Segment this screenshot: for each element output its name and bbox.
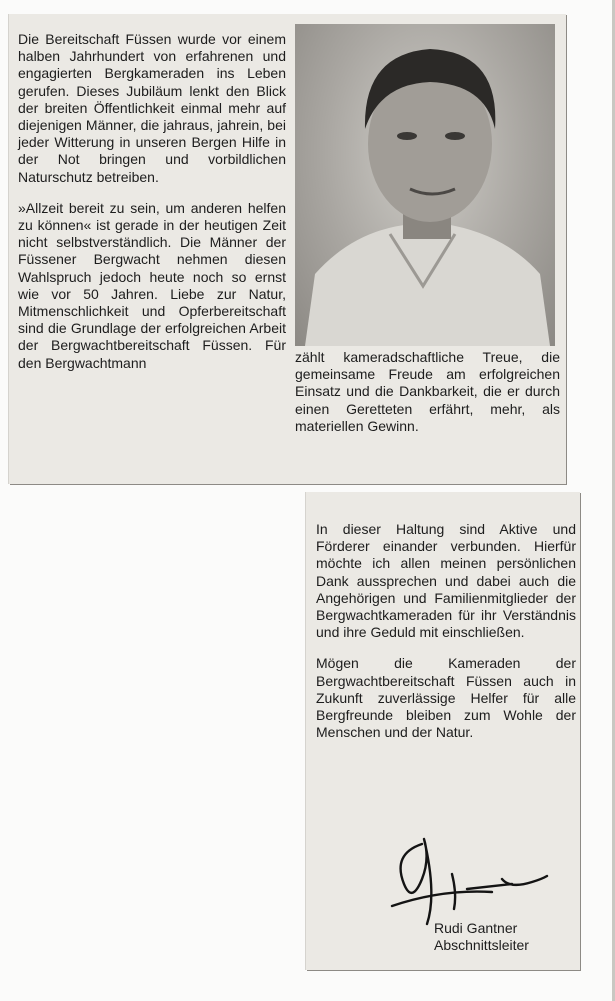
continuation-text-column bbox=[316, 521, 576, 755]
paragraph-values: zählt kameradschaftliche Treue, die gemeinsame Freude am erfolgreichen Einsatz und die Dankbarkeit, die er durch einen Geretteten erfährt, mehr, als materiellen Gewinn. bbox=[295, 349, 560, 434]
paragraph-thanks: In dieser Haltung sind Aktive und Förderer einander verbunden. Hierfür möchte ich allen meinen persönlichen Dank aussprechen und dabei auch die Angehörigen und Familienmitglieder der Bergwachtkameraden für ihr Verständnis und ihre Geduld mit einschließen. bbox=[316, 521, 576, 641]
paragraph-motto: »Allzeit bereit zu sein, um anderen helfen zu können« ist gerade in der heutigen Zeit nicht selbstverständlich. Die Männer der Füssener Bergwacht nehmen diesen Wahlspruch jedoch heute noch so ernst wie vor 50 Jahren. Liebe zur Natur, Mitmenschlichkeit und Opferbereitschaft sind die Grundlage der erfolgreichen Arbeit der Bergwachtbereitschaft Füssen. Für den Bergwachtmann bbox=[18, 199, 286, 371]
signature-block bbox=[434, 920, 529, 954]
handwritten-signature bbox=[382, 834, 552, 929]
paragraph-wishes: Mögen die Kameraden der Bergwachtbereitschaft Füssen auch in Zukunft zuverlässige Helfer für alle Bergfreunde bleiben zum Wohle der Menschen und der Natur. bbox=[316, 655, 576, 741]
signer-name: Rudi Gantner bbox=[434, 920, 518, 936]
signer-title: Abschnittsleiter bbox=[434, 937, 529, 954]
portrait-photo bbox=[295, 24, 555, 346]
left-text-column bbox=[18, 31, 286, 386]
article-clipping-top bbox=[9, 14, 566, 484]
paragraph-intro: Die Bereitschaft Füssen wurde vor einem halben Jahrhundert von erfahrenen und engagierten Bergkameraden ins Leben gerufen. Dieses Jubiläum lenkt den Blick der breiten Öffentlichkeit einmal mehr auf diejenigen Männer, die jahraus, jahrein, bei jeder Witterung in unseren Bergen Hilfe in der Not bringen und vorbildlichen Naturschutz betreiben. bbox=[18, 31, 286, 185]
article-clipping-bottom bbox=[306, 492, 580, 970]
right-text-column bbox=[295, 349, 560, 449]
portrait-illustration bbox=[295, 24, 555, 346]
